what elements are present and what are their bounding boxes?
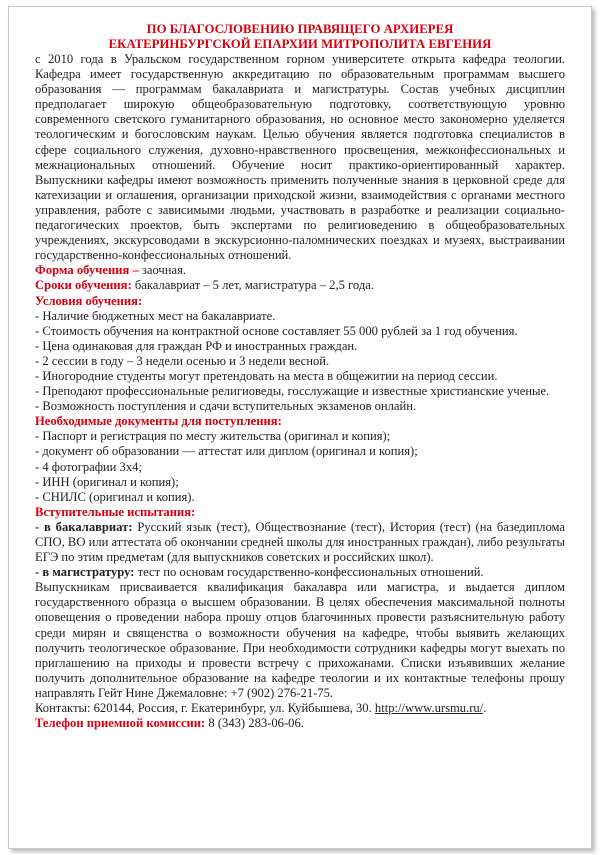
- condition-item: - Стоимость обучения на контрактной основе составляет 55 000 рублей за 1 год обучения.: [35, 323, 518, 338]
- contacts-line: [35, 701, 565, 716]
- study-form-value: заочная.: [138, 263, 187, 278]
- contacts-address: Контакты: 620144, Россия, г. Екатеринбург, ул. Куйбышева, 30.: [35, 701, 375, 716]
- study-form: [35, 263, 565, 278]
- admissions-phone-label: Телефон приемной комиссии:: [35, 716, 206, 731]
- document-item: - документ об образовании — аттестат или диплом (оригинал и копия);: [35, 444, 418, 459]
- document-item: - 4 фотографии 3х4;: [35, 459, 142, 474]
- document-body: [35, 22, 565, 731]
- condition-item: - Возможность поступления и сдачи вступительных экзаменов онлайн.: [35, 399, 417, 414]
- study-terms-value: бакалавриат – 5 лет, магистратура – 2,5 года.: [131, 278, 374, 293]
- admissions-phone: [35, 716, 565, 731]
- contacts-suffix: .: [483, 701, 487, 716]
- title-line-1: ПО БЛАГОСЛОВЕНИЮ ПРАВЯЩЕГО АРХИЕРЕЯ: [146, 22, 454, 36]
- document-item: - ИНН (оригинал и копия);: [35, 474, 179, 489]
- closing-paragraph: Выпускникам присваивается квалификация бакалавра или магистра, и выдается диплом государственного образца о высшем образовании. В целях обеспечения максимальной полноты оповещения о проведении набора прошу отцов благочинных провести разъяснительную работу среди мирян и священства о возможности обучения на кафедре, чтобы выявить желающих получить теологическое образование. При необходимости сотрудники кафедры могут выехать по приглашению на приходы и провести встречу с прихожанами. Списки изъявивших желание получить дополнительное образование на кафедре теологии и их контактные телефоны прошу направлять Гейт Нине Джемаловне: +7 (902) 276-21-75.: [35, 580, 565, 700]
- condition-item: - Цена одинаковая для граждан РФ и иностранных граждан.: [35, 338, 358, 353]
- admissions-phone-value: 8 (343) 283-06-06.: [205, 716, 304, 731]
- exam-bachelor-label: - в бакалавриат:: [35, 519, 133, 534]
- document-item: - СНИЛС (оригинал и копия).: [35, 489, 195, 504]
- exams-heading: Вступительные испытания:: [35, 504, 196, 519]
- exam-master: [35, 565, 565, 580]
- exam-bachelor: [35, 520, 565, 565]
- documents-heading: Необходимые документы для поступления:: [35, 414, 282, 429]
- exam-bachelor-text: Русский язык (тест), Обществознание (тест), История (тест) (на базедиплома СПО, ВО или аттестата об окончании средней школы для иностранных граждан), либо результаты ЕГЭ по этим предметам (для выпускников советских и российских школ).: [35, 519, 566, 565]
- condition-item: - Преподают профессиональные религиоведы, госслужащие и известные христианские ученые.: [35, 384, 550, 399]
- conditions-heading: Условия обучения:: [35, 293, 143, 308]
- condition-item: - 2 сессии в году – 3 недели осенью и 3 недели весной.: [35, 353, 330, 368]
- exam-master-label: - в магистратуру:: [35, 565, 135, 580]
- condition-item: - Наличие бюджетных мест на бакалавриате.: [35, 308, 276, 323]
- study-terms-label: Сроки обучения:: [35, 278, 132, 293]
- page-title: [35, 22, 565, 52]
- website-link[interactable]: http://www.ursmu.ru/: [374, 701, 484, 716]
- study-terms: [35, 278, 565, 293]
- title-line-2: ЕКАТЕРИНБУРГСКОЙ ЕПАРХИИ МИТРОПОЛИТА ЕВГЕНИЯ: [108, 37, 492, 51]
- condition-item: - Иногородние студенты могут претендовать на места в общежитии на период сессии.: [35, 368, 498, 383]
- document-item: - Паспорт и регистрация по месту жительства (оригинал и копия);: [35, 429, 391, 444]
- exam-master-text: тест по основам государственно-конфессиональных отношений.: [134, 565, 484, 580]
- study-form-label: Форма обучения –: [35, 263, 139, 278]
- intro-paragraph: с 2010 года в Уральском государственном горном университете открыта кафедра теологии. Кафедра имеет государственную аккредитацию по образовательным программам высшего образования — программам бакалавриата и магистратуры. Состав учебных дисциплин предполагает широкую общеобразовательную подготовку, соответствующую уровню современного светского гуманитарного образования, но основное место закономерно уделяется теологическим и богословским наукам. Целью обучения является подготовка специалистов в сфере социального служения, духовно-нравственного просвещения, межконфессиональных и межнациональных отношений. Обучение носит практико-ориентированный характер. Выпускники кафедры имеют возможность применить полученные знания в церковной среде для катехизации и оглашения, организации приходской жизни, взаимодействия с органами местного управления, работе с зависимыми людьми, участвовать в разработке и реализации социально-педагогических проектов, быть экспертами по религиоведению в общеобразовательных учреждениях, экскурсоводами в экскурсионно-паломнических поездках и музеях, выстраивании государственно-конфессиональных отношений.: [35, 52, 565, 263]
